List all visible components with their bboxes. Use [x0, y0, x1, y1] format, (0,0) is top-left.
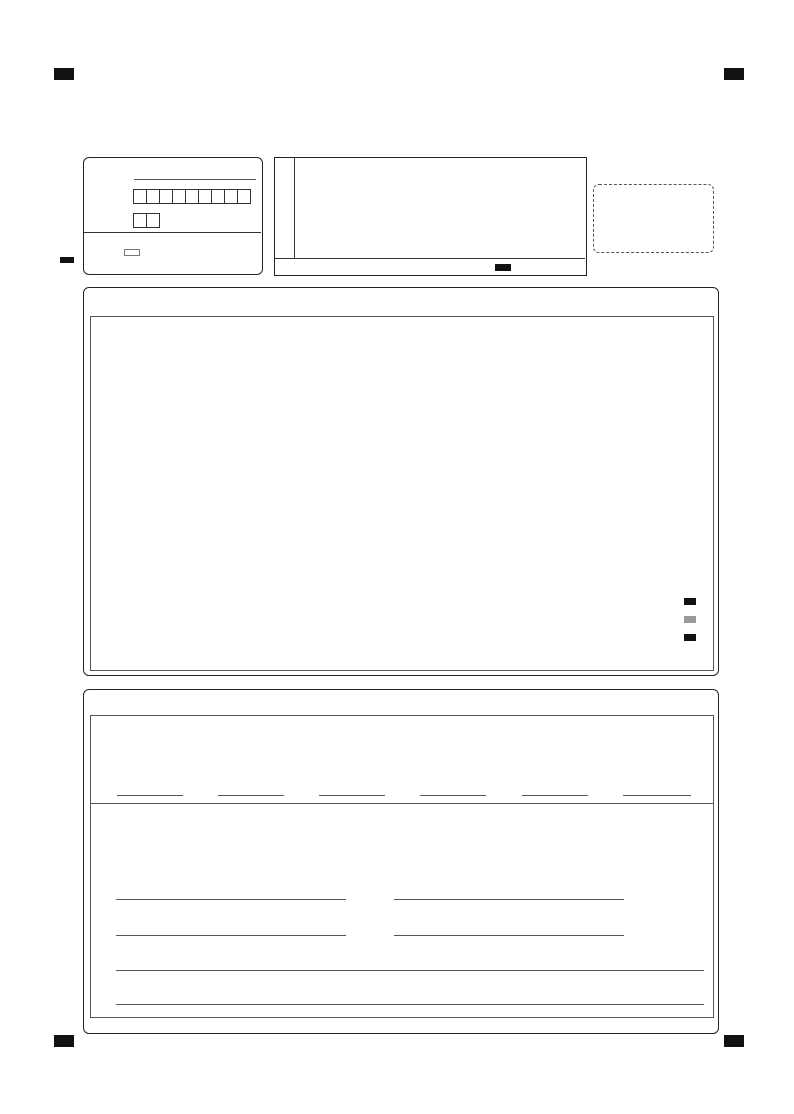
side-mark	[684, 634, 696, 641]
answer-blank-28[interactable]	[420, 795, 486, 796]
side-mark	[60, 257, 74, 263]
absent-bubble	[124, 249, 140, 256]
answer-blank-26[interactable]	[218, 795, 284, 796]
sample-filled-bubble	[495, 264, 511, 271]
student-info-box	[83, 157, 263, 275]
exam-no-cells[interactable]	[133, 186, 250, 205]
answer-line-63[interactable]	[116, 899, 346, 900]
side-mark	[684, 598, 696, 605]
nonchoice-section	[83, 689, 719, 1034]
choice-section	[83, 287, 719, 676]
corner-mark-top-left	[54, 68, 74, 80]
answer-line-67b[interactable]	[116, 1004, 704, 1005]
barcode-area	[593, 184, 714, 253]
corner-mark-bottom-left	[54, 1035, 74, 1047]
name-field[interactable]	[134, 179, 256, 180]
corner-mark-bottom-right	[724, 1035, 744, 1047]
answer-blank-29[interactable]	[522, 795, 588, 796]
corner-mark-top-right	[724, 68, 744, 80]
answer-line-64[interactable]	[394, 899, 624, 900]
seat-cells[interactable]	[133, 210, 159, 229]
side-mark	[684, 616, 696, 623]
notice-box	[274, 157, 587, 276]
answer-blank-27[interactable]	[319, 795, 385, 796]
answer-line-65[interactable]	[116, 935, 346, 936]
answer-blank-30[interactable]	[623, 795, 691, 796]
answer-blank-25[interactable]	[117, 795, 183, 796]
answer-line-67a[interactable]	[116, 970, 704, 971]
answer-line-66[interactable]	[394, 935, 624, 936]
